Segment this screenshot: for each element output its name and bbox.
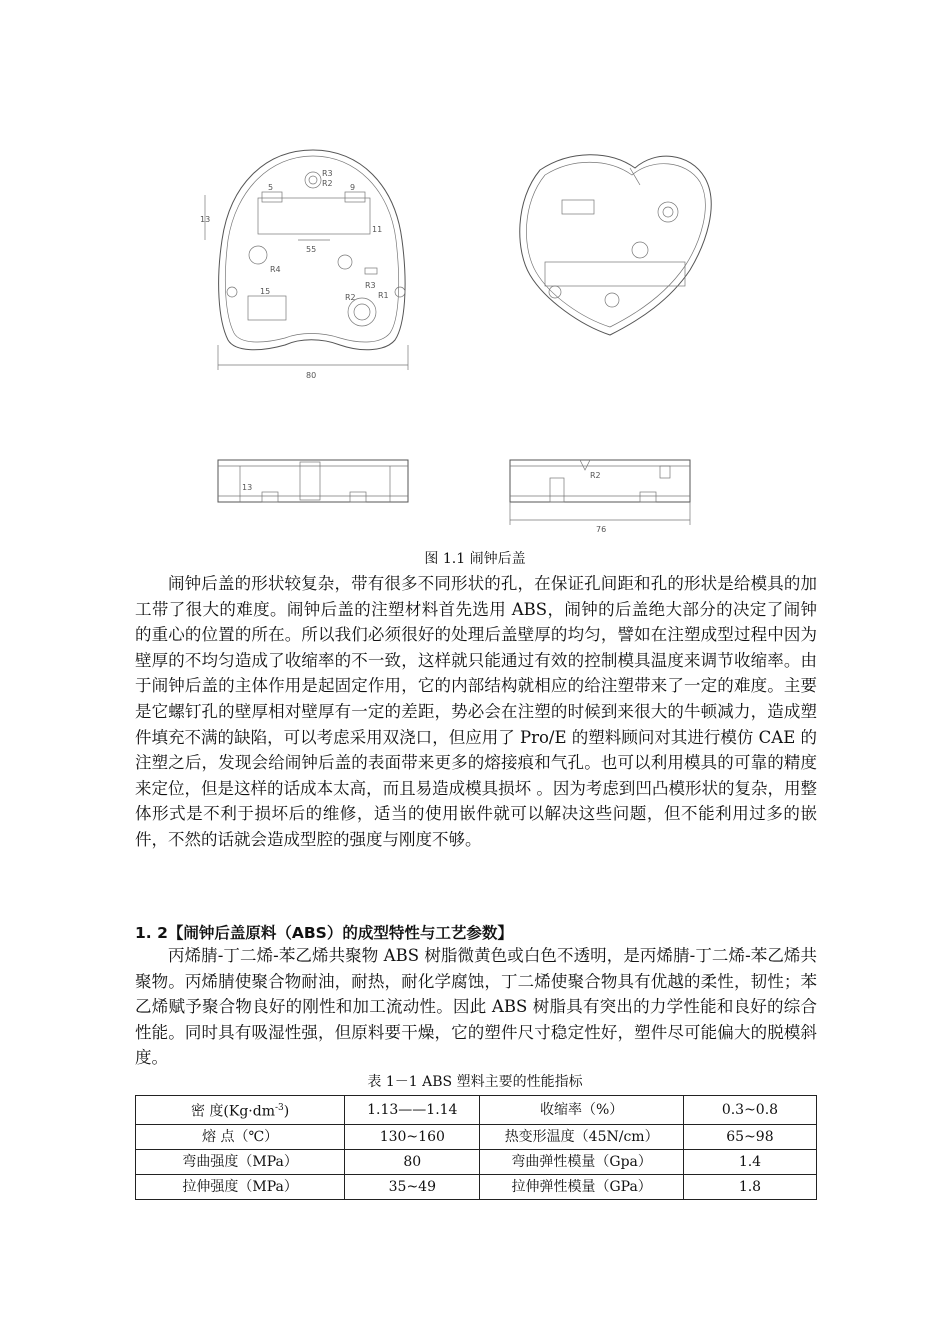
table-row xyxy=(136,1124,817,1149)
property-value-cell: 130~160 xyxy=(345,1124,480,1149)
dimension-label: 76 xyxy=(596,525,607,534)
top-view-drawing xyxy=(200,150,408,380)
dimension-label: 11 xyxy=(372,225,383,234)
table-caption: 表 1－1 ABS 塑料主要的性能指标 xyxy=(367,1074,583,1090)
property-value-cell: 65~98 xyxy=(683,1124,816,1149)
property-name-cell: 热变形温度（45N/cm） xyxy=(480,1124,684,1149)
property-value-cell: 1.4 xyxy=(683,1149,816,1174)
table-row xyxy=(136,1174,817,1199)
property-name-text: 密 度(Kg·dm xyxy=(190,1103,275,1120)
property-value-cell: 1.8 xyxy=(683,1174,816,1199)
property-name-cell xyxy=(136,1096,345,1125)
side-view-right-drawing xyxy=(510,460,690,534)
side-view-left-drawing xyxy=(218,460,408,502)
dimension-label: R3 xyxy=(365,281,376,290)
figure-caption: 图 1.1 闹钟后盖 xyxy=(424,551,526,567)
property-name-cell: 熔 点（℃） xyxy=(136,1124,345,1149)
dimension-label: R2 xyxy=(345,293,356,302)
property-name-cell: 弯曲弹性模量（Gpa） xyxy=(480,1149,684,1174)
body-paragraph-2: 丙烯腈-丁二烯-苯乙烯共聚物 ABS 树脂微黄色或白色不透明，是丙烯腈-丁二烯-苯乙烯共聚物。丙烯腈使聚合物耐油，耐热，耐化学腐蚀，丁二烯使聚合物具有优越的柔性，韧性；苯乙烯赋予聚合物良好的刚性和加工流动性。因此 ABS 树脂具有突出的力学性能和良好的综合性能。同时具有吸湿性强，但原料要干燥，它的塑件尺寸稳定性好，塑件尽可能偏大的脱模斜度。 xyxy=(135,946,817,1068)
dimension-label: R2 xyxy=(322,179,333,188)
dimension-label: R1 xyxy=(378,291,389,300)
dimension-label: 55 xyxy=(306,245,317,254)
property-value-cell: 80 xyxy=(345,1149,480,1174)
property-value-cell: 1.13——1.14 xyxy=(345,1096,480,1125)
engineering-drawings xyxy=(0,0,950,545)
table-row xyxy=(136,1096,817,1125)
abs-properties-table xyxy=(135,1095,817,1200)
dimension-label: 15 xyxy=(260,287,271,296)
dimension-label: 80 xyxy=(306,371,317,380)
property-name-cell: 拉伸弹性模量（GPa） xyxy=(480,1174,684,1199)
property-name-cell: 收缩率（%） xyxy=(480,1096,684,1125)
property-unit-superscript: -3 xyxy=(275,1103,284,1113)
section-heading: 1. 2【闹钟后盖原料（ABS）的成型特性与工艺参数】 xyxy=(135,924,513,942)
dimension-label: 9 xyxy=(350,183,356,192)
property-value-cell: 0.3~0.8 xyxy=(683,1096,816,1125)
property-value-cell: 35~49 xyxy=(345,1174,480,1199)
dimension-label: 13 xyxy=(242,483,253,492)
property-name-tail: ) xyxy=(283,1103,290,1120)
body-paragraph-1: 闹钟后盖的形状较复杂，带有很多不同形状的孔，在保证孔间距和孔的形状是给模具的加工带了很大的难度。闹钟后盖的注塑材料首先选用 ABS，闹钟的后盖绝大部分的决定了闹钟的重心的位置的所在。所以我们必须很好的处理后盖壁厚的均匀，譬如在注塑成型过程中因为壁厚的不均匀造成了收缩率的不一致，这样就只能通过有效的控制模具温度来调节收缩率。由于闹钟后盖的主体作用是起固定作用，它的内部结构就相应的给注塑带来了一定的难度。主要是它螺钉孔的壁厚相对壁厚有一定的差距，势必会在注塑的时候到来很大的牛顿减力，造成塑件填充不满的缺陷，可以考虑采用双浇口，但应用了 Pro/E 的塑料顾问对其进行模仿 CAE 的注塑之后，发现会给闹钟后盖的表面带来更多的熔接痕和气孔。也可以利用模具的可靠的精度来定位，但是这样的话成本太高，而且易造成模具损坏 。因为考虑到凹凸模形状的复杂，用整体形式是不利于损坏后的维修，适当的使用嵌件就可以解决这些问题，但不能利用过多的嵌件，不然的话就会造成型腔的强度与刚度不够。 xyxy=(135,574,817,849)
dimension-label: R2 xyxy=(590,471,601,480)
dimension-label: 13 xyxy=(200,215,211,224)
table-row xyxy=(136,1149,817,1174)
property-name-cell: 弯曲强度（MPa） xyxy=(136,1149,345,1174)
property-name-cell: 拉伸强度（MPa） xyxy=(136,1174,345,1199)
dimension-label: R4 xyxy=(270,265,281,274)
isometric-view-drawing xyxy=(520,155,711,335)
dimension-label: 5 xyxy=(268,183,274,192)
dimension-label: R3 xyxy=(322,169,333,178)
